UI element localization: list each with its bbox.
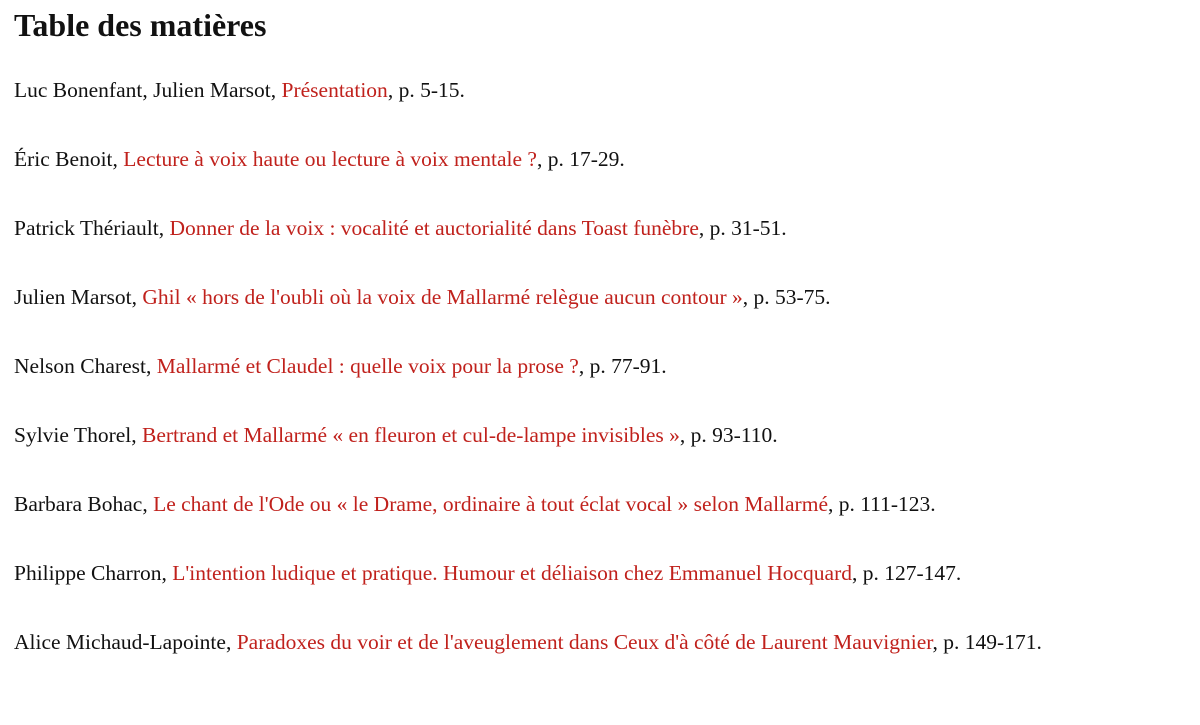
toc-entry: Julien Marsot, Ghil « hors de l'oubli où la voix de Mallarmé relègue aucun contour », p. 53-75. <box>14 285 831 309</box>
page-title: Table des matières <box>14 7 267 43</box>
entry-pages: p. 149-171. <box>943 630 1042 654</box>
entry-authors: Luc Bonenfant, Julien Marsot <box>14 78 271 102</box>
toc-entry: Luc Bonenfant, Julien Marsot, Présentation, p. 5-15. <box>14 78 465 102</box>
entry-pages: p. 53-75. <box>753 285 831 309</box>
entry-pages: p. 31-51. <box>709 216 787 240</box>
entry-authors: Éric Benoit <box>14 147 113 171</box>
toc-entry: Philippe Charron, L'intention ludique et pratique. Humour et déliaison chez Emmanuel Hocquard, p. 127-147. <box>14 561 962 585</box>
entry-authors: Alice Michaud-Lapointe <box>14 630 226 654</box>
entry-pages: p. 77-91. <box>589 354 667 378</box>
toc-entry: Patrick Thériault, Donner de la voix : vocalité et auctorialité dans Toast funèbre, p. 31-51. <box>14 216 787 240</box>
entry-article-link[interactable]: Présentation <box>281 78 388 102</box>
entry-authors: Julien Marsot <box>14 285 132 309</box>
entry-article-link[interactable]: Mallarmé et Claudel : quelle voix pour la prose ? <box>156 354 579 378</box>
entry-article-link[interactable]: Lecture à voix haute ou lecture à voix mentale ? <box>123 147 537 171</box>
toc-entry: Éric Benoit, Lecture à voix haute ou lecture à voix mentale ?, p. 17-29. <box>14 147 625 171</box>
entry-pages: p. 93-110. <box>690 423 778 447</box>
entry-pages: p. 111-123. <box>838 492 936 516</box>
entry-article-link[interactable]: Le chant de l'Ode ou « le Drame, ordinaire à tout éclat vocal » selon Mallarmé <box>153 492 828 516</box>
entry-article-link[interactable]: L'intention ludique et pratique. Humour et déliaison chez Emmanuel Hocquard <box>172 561 852 585</box>
entry-authors: Philippe Charron <box>14 561 162 585</box>
table-of-contents <box>14 74 1184 658</box>
entry-authors: Patrick Thériault <box>14 216 159 240</box>
toc-entry: Alice Michaud-Lapointe, Paradoxes du voir et de l'aveuglement dans Ceux d'à côté de Laurent Mauvignier, p. 149-171. <box>14 630 1042 654</box>
entry-authors: Nelson Charest <box>14 354 146 378</box>
entry-pages: p. 5-15. <box>398 78 465 102</box>
entry-article-link[interactable]: Paradoxes du voir et de l'aveuglement dans Ceux d'à côté de Laurent Mauvignier <box>236 630 933 654</box>
entry-article-link[interactable]: Donner de la voix : vocalité et auctorialité dans Toast funèbre <box>169 216 699 240</box>
entry-authors: Barbara Bohac <box>14 492 143 516</box>
toc-entry: Barbara Bohac, Le chant de l'Ode ou « le Drame, ordinaire à tout éclat vocal » selon Mallarmé, p. 111-123. <box>14 492 936 516</box>
entry-pages: p. 127-147. <box>862 561 962 585</box>
entry-authors: Sylvie Thorel <box>14 423 132 447</box>
entry-article-link[interactable]: Bertrand et Mallarmé « en fleuron et cul-de-lampe invisibles » <box>142 423 680 447</box>
toc-entry: Sylvie Thorel, Bertrand et Mallarmé « en fleuron et cul-de-lampe invisibles », p. 93-110. <box>14 423 778 447</box>
toc-entry: Nelson Charest, Mallarmé et Claudel : quelle voix pour la prose ?, p. 77-91. <box>14 354 667 378</box>
entry-pages: p. 17-29. <box>547 147 625 171</box>
entry-article-link[interactable]: Ghil « hors de l'oubli où la voix de Mallarmé relègue aucun contour » <box>142 285 743 309</box>
